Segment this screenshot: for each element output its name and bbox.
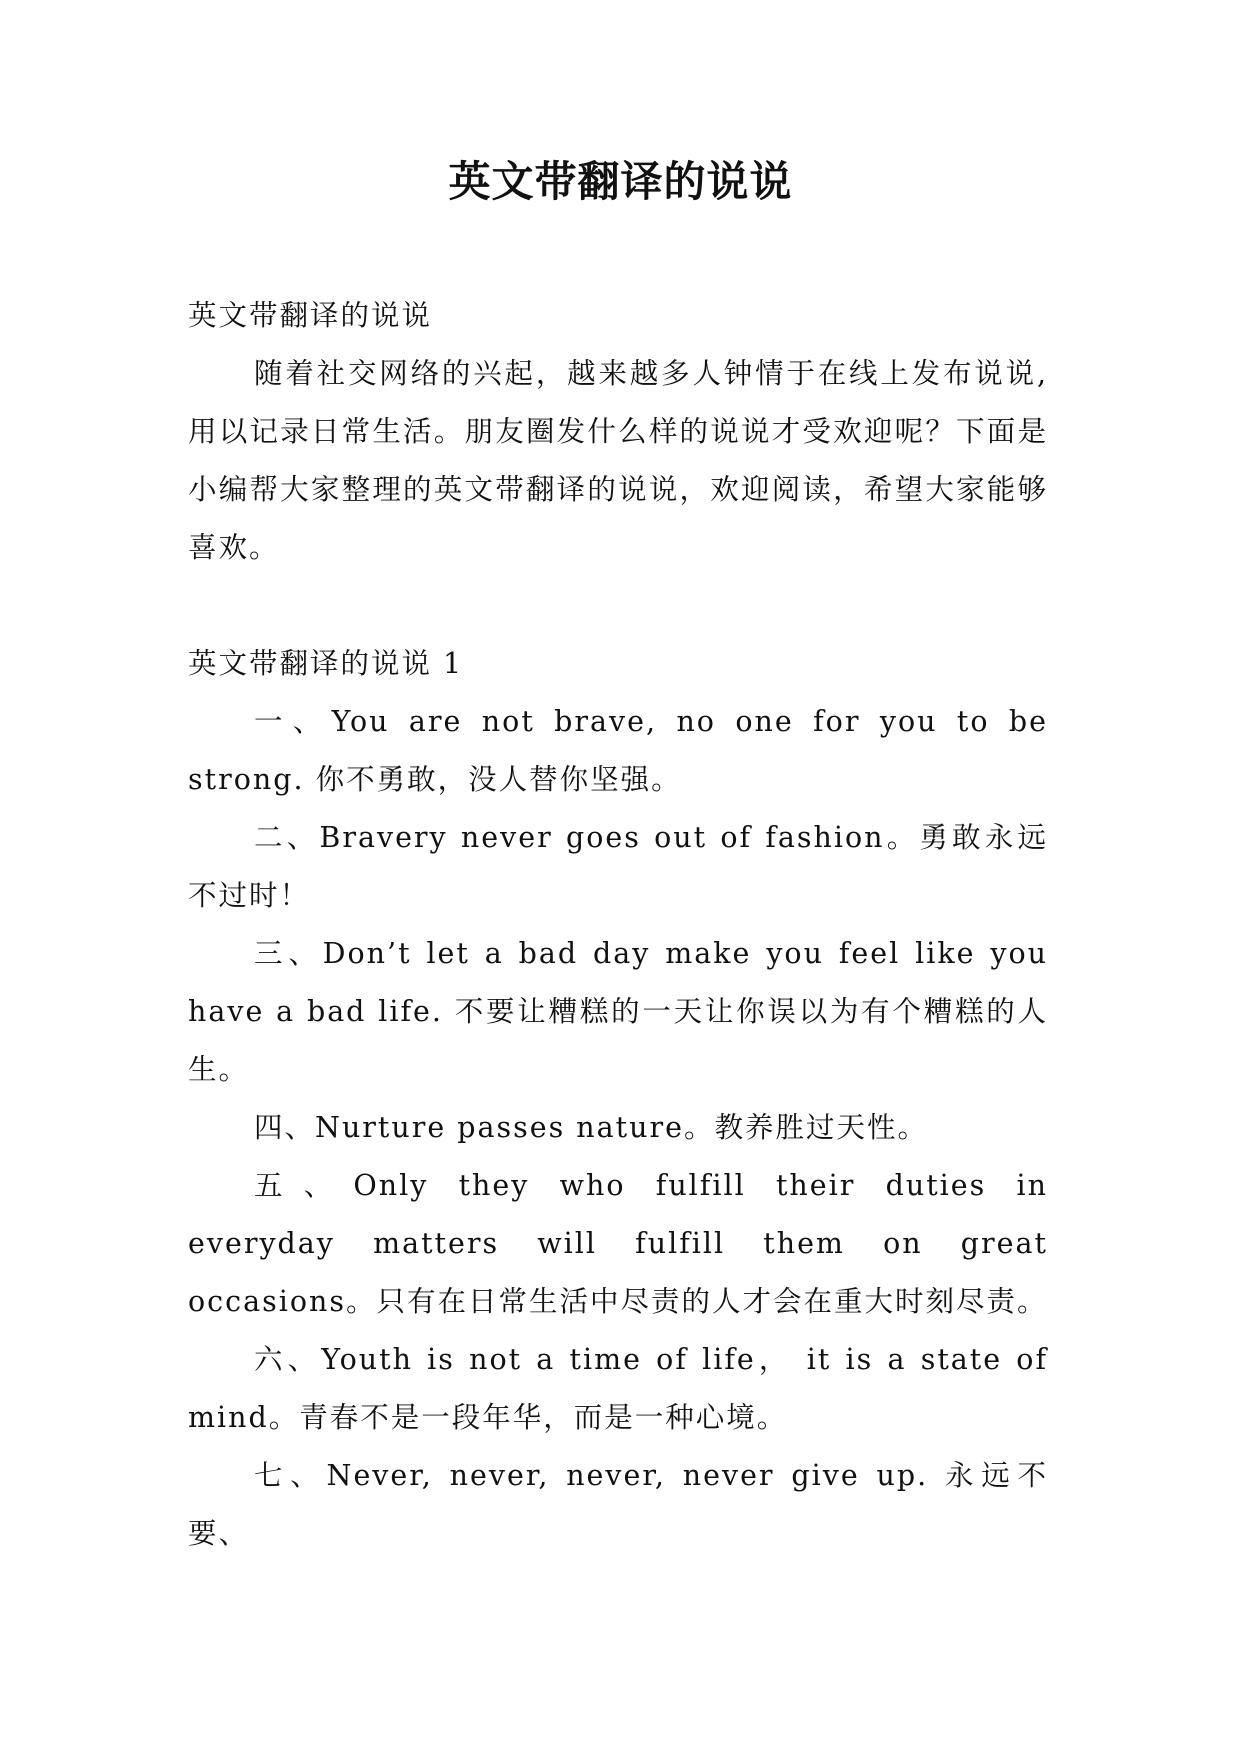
intro-paragraph: 随着社交网络的兴起，越来越多人钟情于在线上发布说说,用以记录日常生活。朋友圈发什么样的说说才受欢迎呢？下面是小编帮大家整理的英文带翻译的说说，欢迎阅读，希望大家能够喜欢。 [188,357,1048,564]
paragraph-gap [188,577,1048,635]
document-body [188,287,1048,1563]
quote-item-3: 三、Don’t let a bad day make you feel like you have a bad life. 不要让糟糕的一天让你误以为有个糟糕的人生。 [188,937,1048,1086]
section-heading: 英文带翻译的说说 1 [188,647,464,680]
document-title: 英文带翻译的说说 [448,157,793,206]
quote-item-6: 六、Youth is not a time of life， it is a state of mind。青春不是一段年华，而是一种心境。 [188,1343,1048,1434]
quote-item-1: 一、You are not brave, no one for you to be strong. 你不勇敢，没人替你坚强。 [188,705,1048,796]
quote-item-4: 四、Nurture passes nature。教养胜过天性。 [254,1111,928,1144]
quote-item-5: 五、Only they who fulfill their duties in everyday matters will fulfill them on great occasions。只有在日常生活中尽责的人才会在重大时刻尽责。 [188,1169,1048,1318]
quote-item-2: 二、Bravery never goes out of fashion。勇敢永远不过时！ [188,821,1048,912]
subtitle: 英文带翻译的说说 [188,299,433,332]
quote-item-7: 七、Never, never, never, never give up. 永远不要、 [188,1459,1048,1550]
